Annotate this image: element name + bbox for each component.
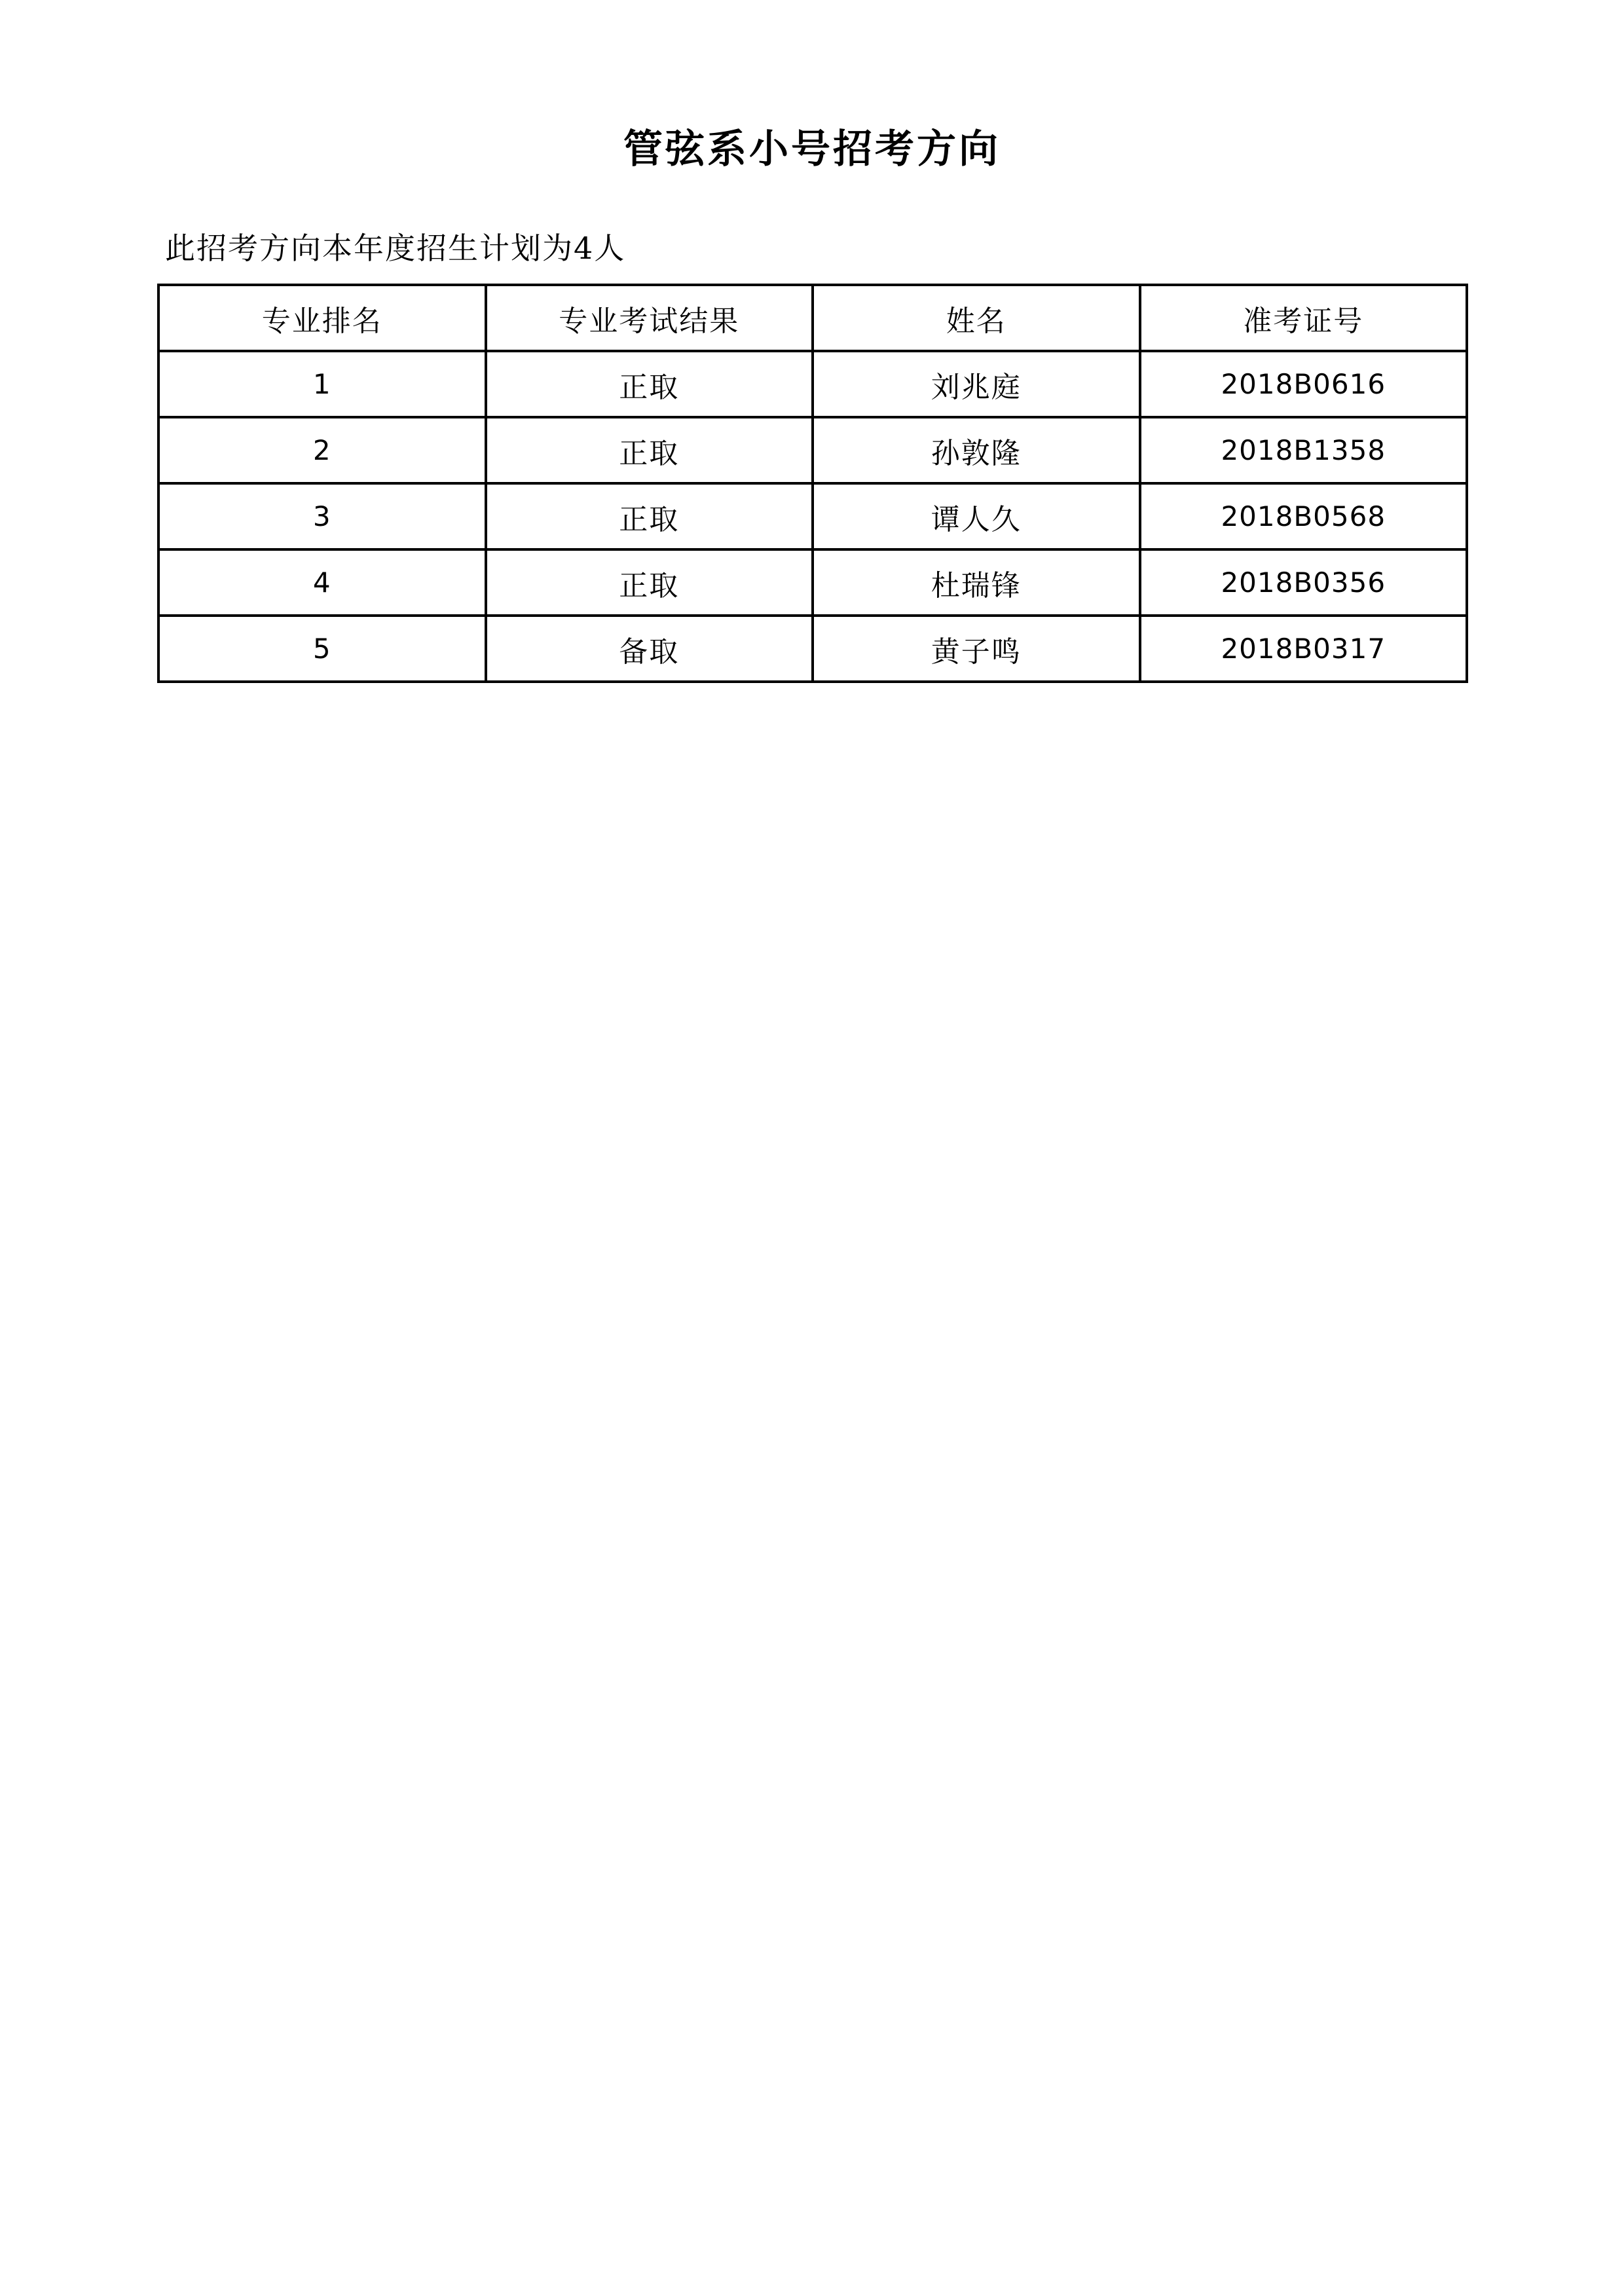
rank-cell: 2 (158, 417, 486, 483)
column-header-rank: 专业排名 (158, 285, 486, 351)
column-header-exam-number: 准考证号 (1140, 285, 1467, 351)
exam-number-cell: 2018B0568 (1140, 483, 1467, 549)
name-cell: 孙敦隆 (813, 417, 1140, 483)
result-cell: 正取 (486, 351, 813, 417)
result-cell: 正取 (486, 549, 813, 616)
exam-number-cell: 2018B0616 (1140, 351, 1467, 417)
table-row (158, 417, 1467, 483)
result-cell: 备取 (486, 616, 813, 682)
column-header-name: 姓名 (813, 285, 1140, 351)
name-cell: 杜瑞锋 (813, 549, 1140, 616)
result-cell: 正取 (486, 483, 813, 549)
table-row (158, 549, 1467, 616)
table-row (158, 616, 1467, 682)
rank-cell: 5 (158, 616, 486, 682)
exam-number-cell: 2018B0356 (1140, 549, 1467, 616)
table-header-row (158, 285, 1467, 351)
table-row (158, 351, 1467, 417)
name-cell: 黄子鸣 (813, 616, 1140, 682)
rank-cell: 1 (158, 351, 486, 417)
rank-cell: 4 (158, 549, 486, 616)
exam-number-cell: 2018B0317 (1140, 616, 1467, 682)
result-cell: 正取 (486, 417, 813, 483)
page-title: 管弦系小号招考方向 (623, 126, 1001, 172)
column-header-result: 专业考试结果 (486, 285, 813, 351)
admission-results-table (157, 284, 1468, 683)
rank-cell: 3 (158, 483, 486, 549)
exam-number-cell: 2018B1358 (1140, 417, 1467, 483)
name-cell: 刘兆庭 (813, 351, 1140, 417)
enrollment-plan-note: 此招考方向本年度招生计划为4人 (165, 231, 626, 266)
table-row (158, 483, 1467, 549)
name-cell: 谭人久 (813, 483, 1140, 549)
